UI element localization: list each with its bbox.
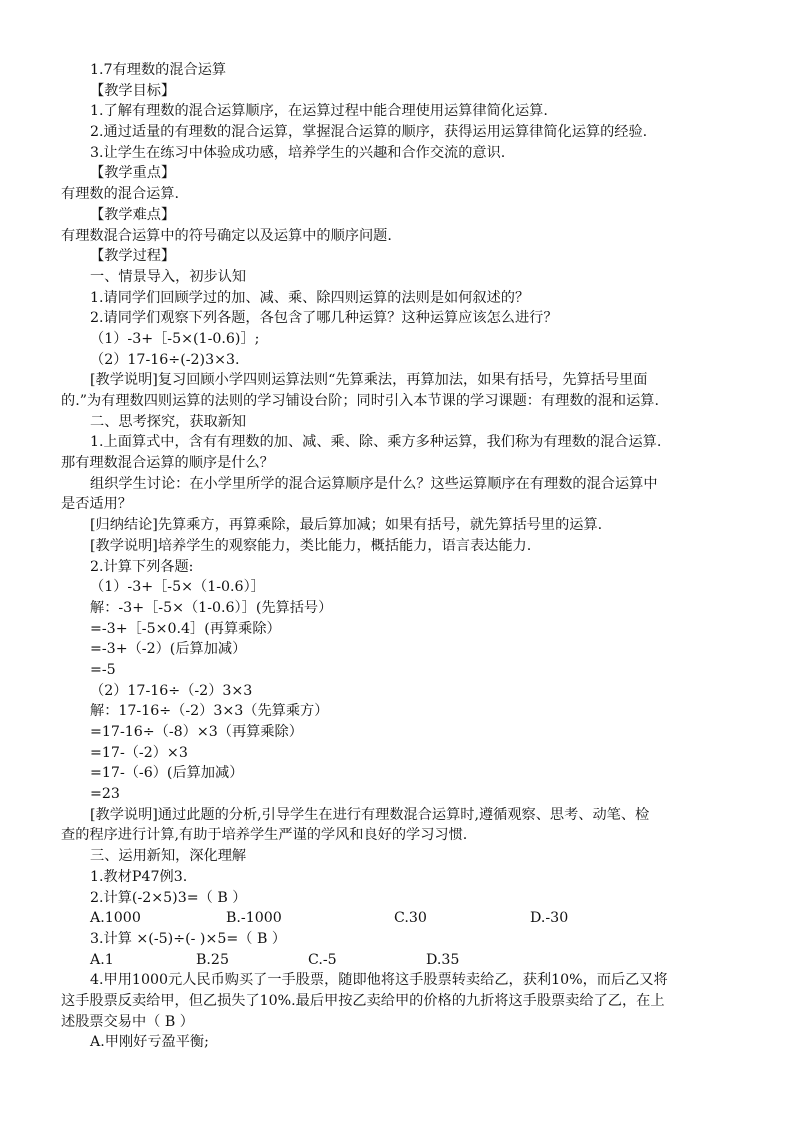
question-4-option-a: A.甲刚好亏盈平衡; bbox=[90, 1034, 209, 1051]
key-text: 有理数的混合运算. bbox=[61, 186, 180, 203]
section-1-question-1: 1.请同学们回顾学过的加、减、乘、除四则运算的法则是如何叙述的？ bbox=[90, 289, 530, 306]
section-2-paragraph-line-2: 那有理数混合运算的顺序是什么？ bbox=[61, 455, 274, 472]
key-heading: 【教学重点】 bbox=[90, 165, 176, 182]
difficulty-text: 有理数混合运算中的符号确定以及运算中的顺序问题. bbox=[61, 227, 392, 244]
calc-2-step-3: =17-（-2）×3 bbox=[90, 744, 188, 761]
q3-option-c: C.-5 bbox=[308, 951, 337, 968]
section-1-heading: 一、情景导入，初步认知 bbox=[90, 268, 247, 285]
section-2-note-1: [教学说明]培养学生的观察能力，类比能力，概括能力，语言表达能力. bbox=[90, 537, 532, 554]
doc-title: 1.7有理数的混合运算 bbox=[90, 62, 227, 78]
q3-option-a: A.1 bbox=[90, 951, 114, 968]
section-3-question-4-line-1: 4.甲用1000元人民币购买了一手股票，随即他将这手股票转卖给乙，获利10%，而后乙又将 bbox=[90, 972, 668, 989]
q2-option-b: B.-1000 bbox=[226, 910, 282, 927]
section-2-note-2-line-2: 查的程序进行计算,有助于培养学生严谨的学风和良好的学习习惯. bbox=[61, 827, 468, 844]
q2-option-c: C.30 bbox=[394, 910, 427, 927]
goal-2: 2.通过适量的有理数的混合运算，掌握混合运算的顺序，获得运用运算律简化运算的经验. bbox=[90, 124, 648, 141]
calc-2-step-5: =23 bbox=[90, 786, 120, 803]
section-2-heading: 二、思考探究，获取新知 bbox=[90, 413, 247, 430]
calc-2-step-1: 解：17-16÷（-2）3×3（先算乘方） bbox=[90, 703, 329, 720]
difficulty-heading: 【教学难点】 bbox=[90, 206, 176, 223]
section-2-calc-prompt: 2.计算下列各题: bbox=[90, 558, 194, 575]
q2-option-a: A.1000 bbox=[90, 910, 141, 927]
section-1-expression-2: （2）17-16÷(-2)3×3. bbox=[90, 351, 240, 368]
process-heading: 【教学过程】 bbox=[90, 248, 176, 265]
calc-1-step-2: =-3+［-5×0.4］(再算乘除） bbox=[90, 620, 281, 637]
question-2-options bbox=[90, 908, 734, 929]
section-1-expression-1: （1）-3+［-5×(1-0.6)］; bbox=[90, 330, 260, 347]
section-2-discussion-line-1: 组织学生讨论：在小学里所学的混合运算顺序是什么？这些运算顺序在有理数的混合运算中 bbox=[90, 475, 658, 492]
goal-1: 1.了解有理数的混合运算顺序，在运算过程中能合理使用运算律简化运算. bbox=[90, 103, 548, 120]
calc-1-step-4: =-5 bbox=[90, 661, 116, 678]
calc-1-step-1: 解：-3+［-5×（1-0.6）］(先算括号） bbox=[90, 599, 333, 616]
section-2-discussion-line-2: 是否适用？ bbox=[61, 496, 132, 513]
section-3-question-3: 3.计算 ×(-5)÷(- )×5=（ B ） bbox=[90, 930, 287, 947]
section-1-question-2: 2.请同学们观察下列各题，各包含了哪几种运算？这种运算应该怎么进行？ bbox=[90, 310, 558, 327]
section-3-question-4-line-2: 这手股票反卖给甲，但乙损失了10%.最后甲按乙卖给甲的价格的九折将这手股票卖给了乙，在上 bbox=[61, 992, 665, 1009]
question-3-options bbox=[90, 950, 734, 971]
calc-1-expression: （1）-3+［-5×（1-0.6）］ bbox=[90, 579, 265, 596]
calc-2-step-2: =17-16÷（-8）×3（再算乘除） bbox=[90, 724, 303, 740]
section-2-conclusion: [归纳结论]先算乘方，再算乘除，最后算加减；如果有括号，就先算括号里的运算. bbox=[90, 517, 603, 534]
calc-2-step-4: =17-（-6）(后算加减） bbox=[90, 765, 244, 782]
section-1-note-line-2: 的.”为有理数四则运算的法则的学习铺设台阶；同时引入本节课的学习课题：有理数的混和运算. bbox=[61, 393, 659, 409]
section-3-question-4-line-3: 述股票交易中（ B ） bbox=[61, 1013, 194, 1030]
calc-2-expression: （2）17-16÷（-2）3×3 bbox=[90, 682, 253, 699]
section-2-note-2-line-1: [教学说明]通过此题的分析,引导学生在进行有理数混合运算时,遵循观察、思考、动笔、检 bbox=[90, 806, 650, 823]
section-1-note-line-1: [教学说明]复习回顾小学四则运算法则“先算乘法，再算加法，如果有括号，先算括号里面 bbox=[90, 372, 648, 389]
calc-1-step-3: =-3+（-2）(后算加减） bbox=[90, 641, 247, 658]
goals-heading: 【教学目标】 bbox=[90, 82, 176, 99]
section-2-paragraph-line-1: 1.上面算式中，含有有理数的加、减、乘、除、乘方多种运算，我们称为有理数的混合运算. bbox=[90, 434, 662, 451]
q2-option-d: D.-30 bbox=[530, 910, 569, 927]
section-3-heading: 三、运用新知，深化理解 bbox=[90, 848, 247, 865]
q3-option-b: B.25 bbox=[196, 951, 229, 968]
goal-3: 3.让学生在练习中体验成功感，培养学生的兴趣和合作交流的意识. bbox=[90, 144, 506, 161]
q3-option-d: D.35 bbox=[426, 951, 460, 968]
section-3-question-1: 1.教材P47例3. bbox=[90, 868, 188, 885]
section-3-question-2: 2.计算(-2×5)3=（ B ） bbox=[90, 889, 247, 906]
